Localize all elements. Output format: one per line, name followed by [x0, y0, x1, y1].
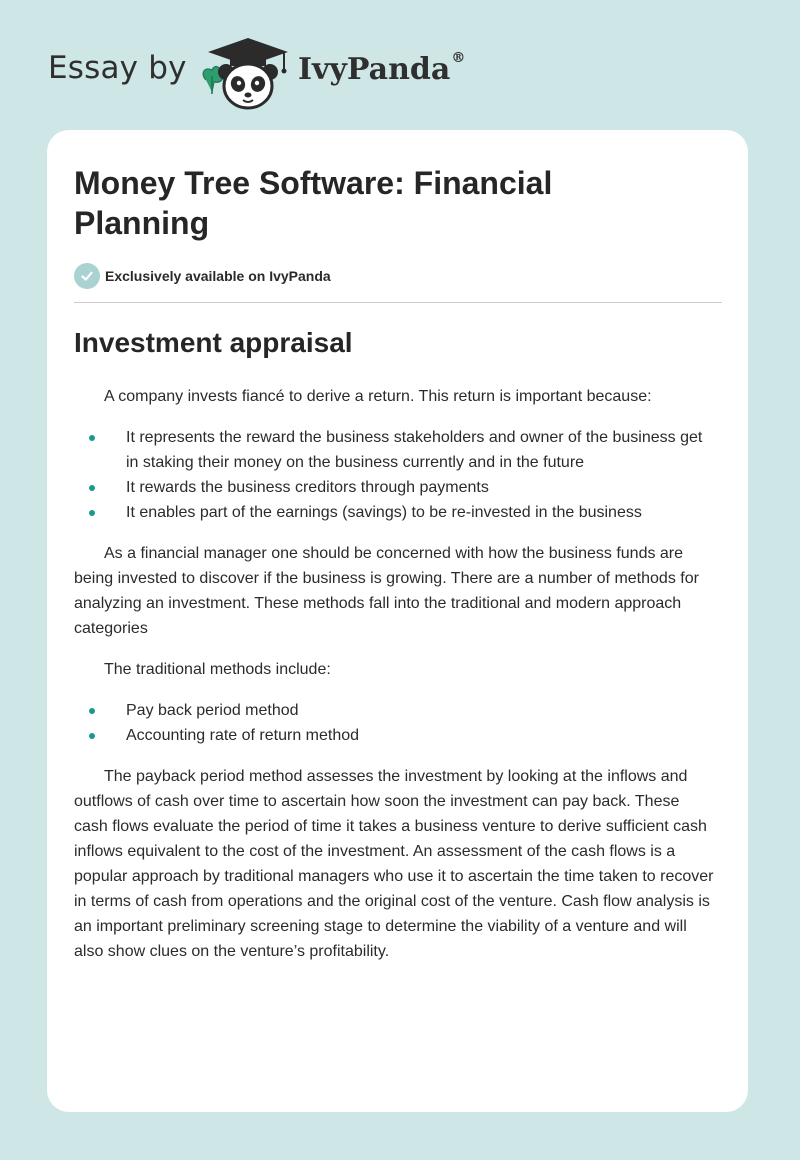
- check-icon: [74, 263, 100, 289]
- list-item: Pay back period method: [74, 698, 714, 723]
- section-heading: Investment appraisal: [74, 327, 353, 358]
- list-item: Accounting rate of return method: [74, 723, 714, 748]
- essay-by-label: Essay by: [48, 50, 187, 86]
- ivypanda-brand: IvyPanda®: [298, 50, 466, 87]
- panda-graduate-icon: [200, 36, 296, 112]
- paragraph: As a financial manager one should be concerned with how the business funds are being invested to discover if the business is growing. There are a number of methods for analyzing an investment. These methods fall into the traditional and modern approach categories: [74, 545, 699, 637]
- essay-card: [47, 130, 748, 1112]
- list-item: It represents the reward the business stakeholders and owner of the business get in staking their money on the business currently and in the future: [74, 425, 714, 475]
- list-item: It rewards the business creditors through payments: [74, 475, 714, 500]
- paragraph: The traditional methods include:: [104, 661, 331, 678]
- bullet-list: [74, 698, 714, 748]
- divider: [74, 302, 722, 303]
- site-header: [48, 36, 752, 112]
- list-item: It enables part of the earnings (savings) to be re-invested in the business: [74, 500, 714, 525]
- essay-body: [74, 384, 714, 980]
- bullet-list: [74, 425, 714, 525]
- exclusive-label: Exclusively available on IvyPanda: [105, 268, 331, 284]
- essay-title: Money Tree Software: Financial Planning: [74, 165, 553, 241]
- exclusive-badge: [74, 263, 331, 289]
- paragraph: The payback period method assesses the investment by looking at the inflows and outflows of cash over time to ascertain how soon the investment can pay back. These cash flows evaluate the period of time it takes a business venture to derive sufficient cash inflows equivalent to the cost of the investment. An assessment of the cash flows is a popular approach by traditional managers who use it to ascertain the time taken to recover in terms of cash from operations and the original cost of the venture. Cash flow analysis is an important preliminary screening stage to determine the viability of a venture and will also show clues on the venture’s profitability.: [74, 768, 714, 960]
- paragraph: A company invests fiancé to derive a return. This return is important because:: [104, 388, 652, 405]
